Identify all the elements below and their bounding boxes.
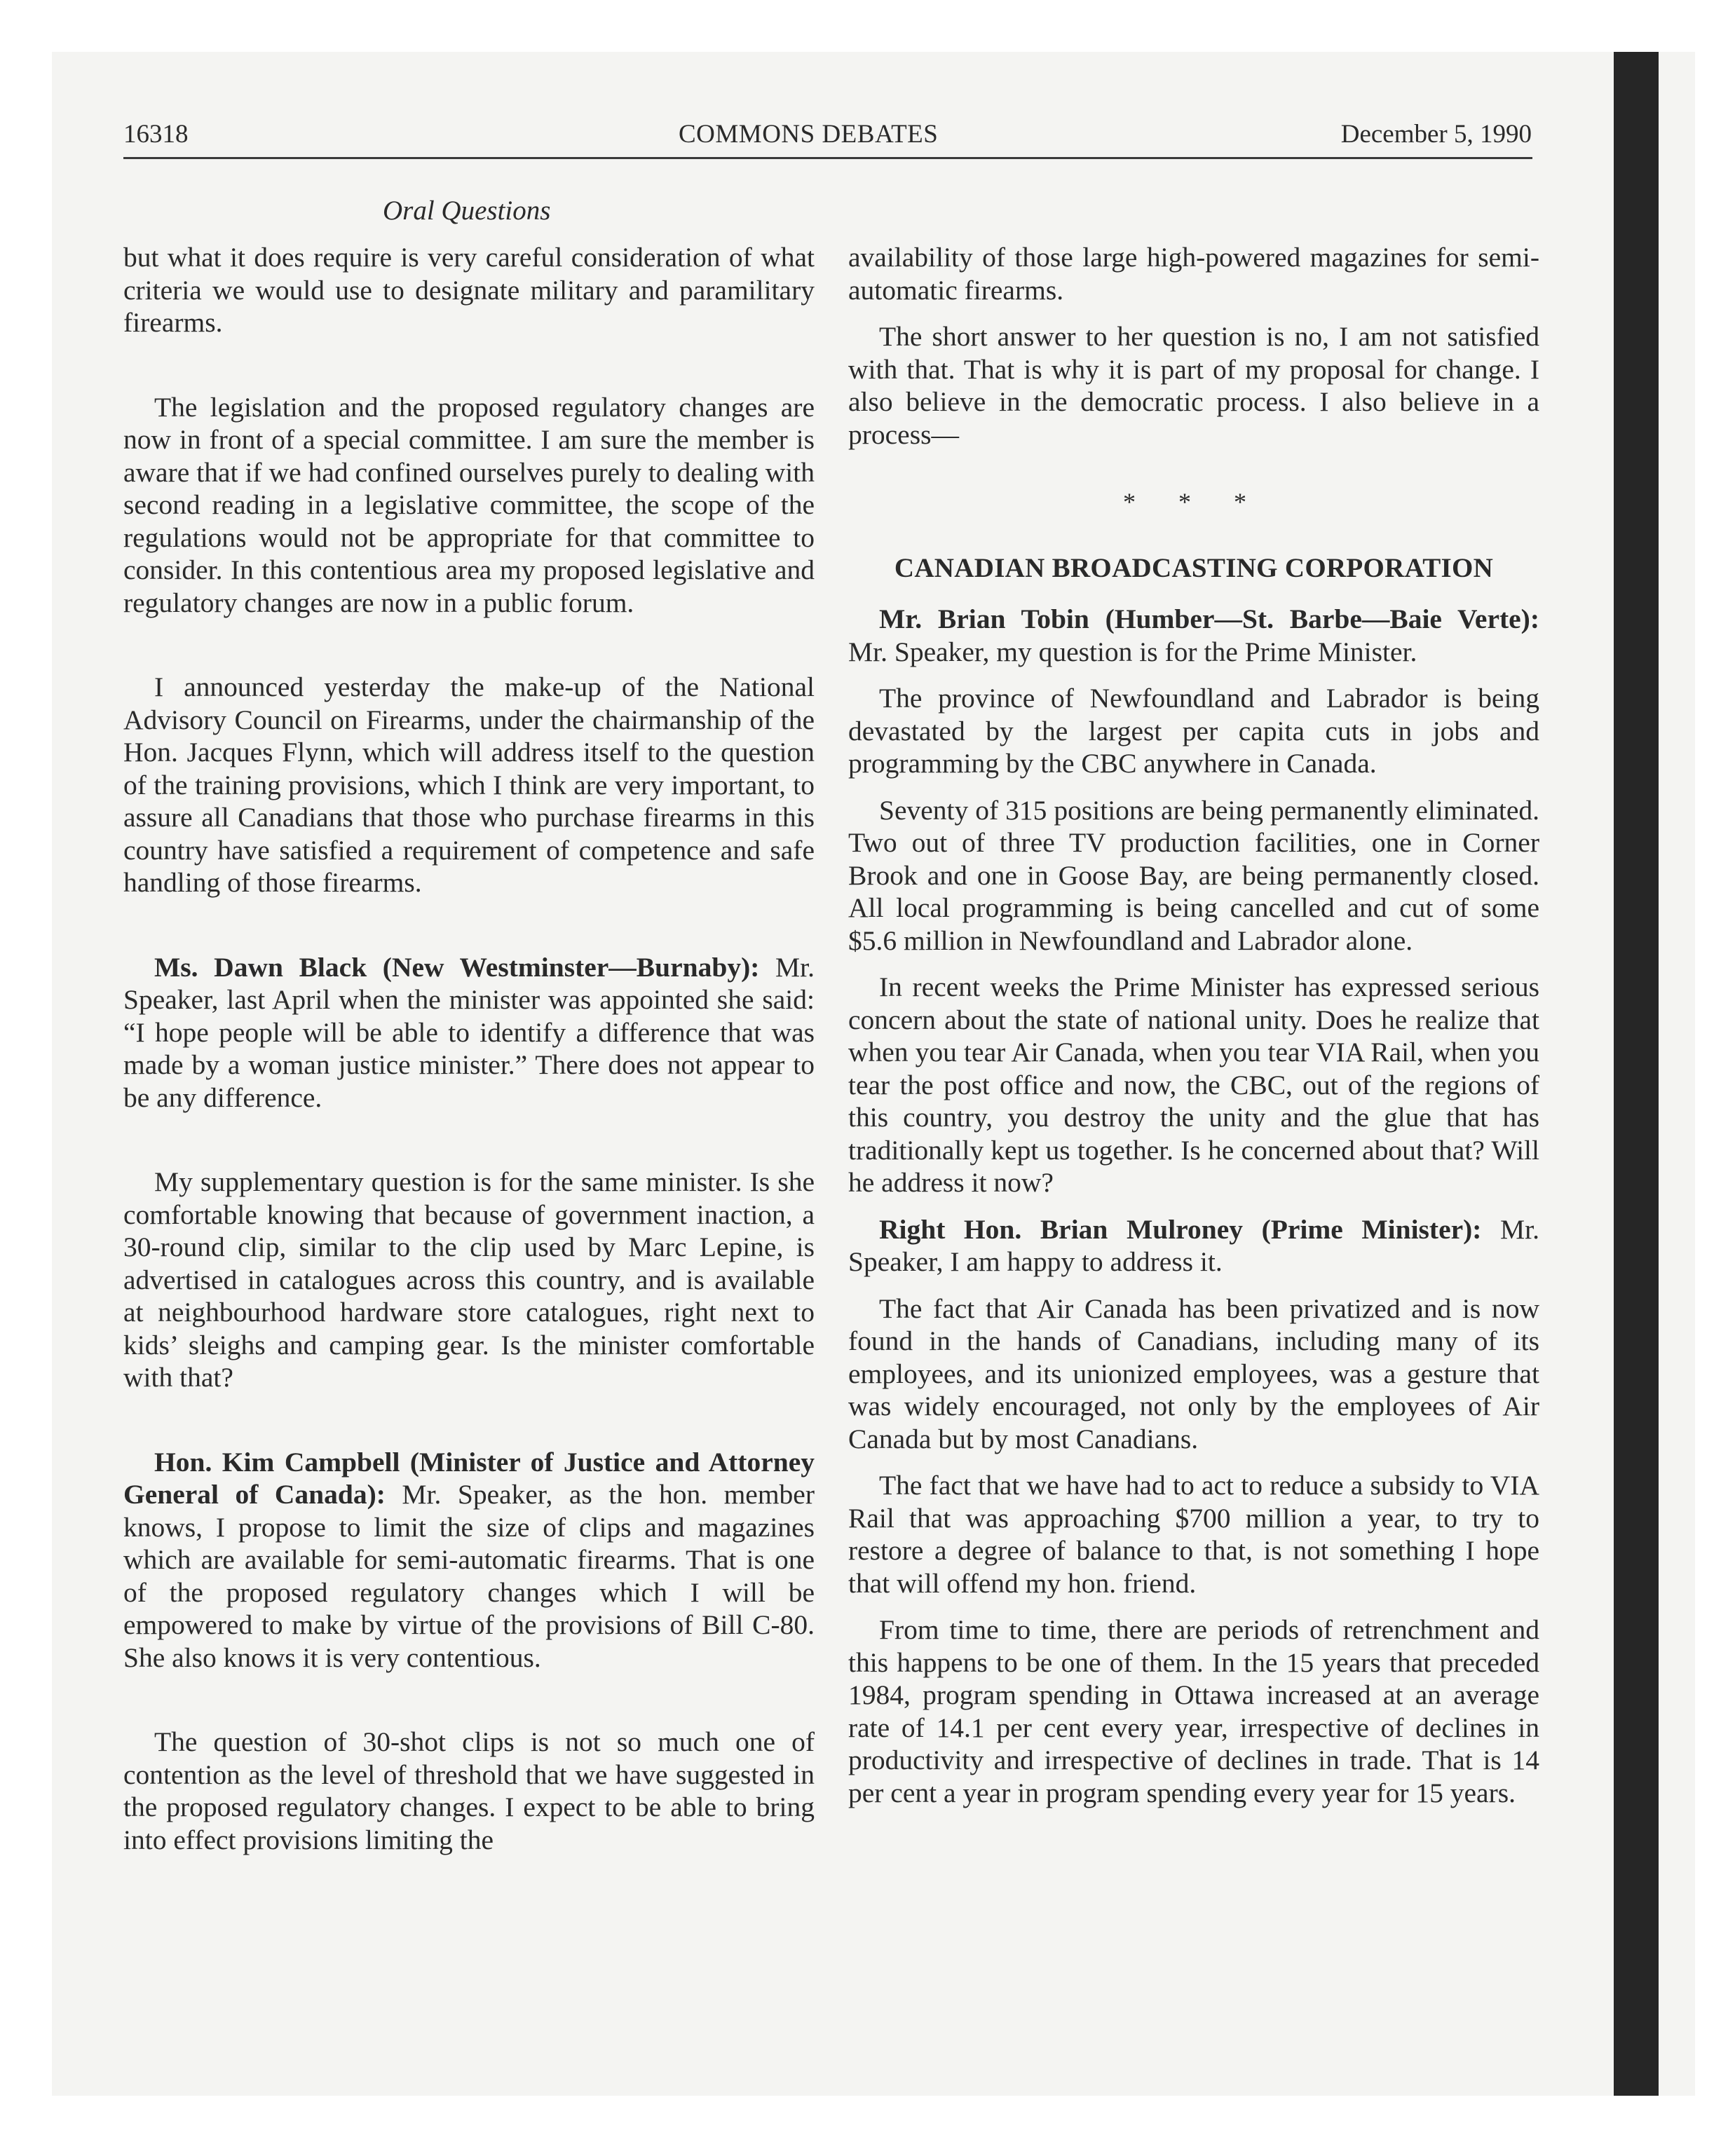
page-date: December 5, 1990 bbox=[1340, 120, 1532, 149]
speaker-paragraph bbox=[123, 951, 815, 1114]
paragraph: I announced yesterday the make-up of the National Advisory Council on Firearms, under the chairmanship of the Hon. Jacques Flynn, which will address itself to the question of the training provisions, which I think are very important, to assure all Canadians that those who purchase firearms in this country have satisfied a requirement of competence and safe handling of those firearms. bbox=[123, 671, 815, 898]
publication-title: COMMONS DEBATES bbox=[679, 120, 939, 149]
paragraph: The province of Newfoundland and Labrador is being devastated by the largest per capita cuts in jobs and programming by the CBC anywhere in Canada. bbox=[848, 683, 1539, 779]
speech-text: Mr. Speaker, my question is for the Prime Minister. bbox=[848, 636, 1417, 667]
topic-heading: CANADIAN BROADCASTING CORPORATION bbox=[894, 552, 1494, 583]
paragraph: The question of 30-shot clips is not so much one of contention as the level of threshold that we have suggested in the proposed regulatory changes. I expect to be able to bring into effect provisions limiting the bbox=[123, 1726, 815, 1855]
speaker-paragraph bbox=[848, 603, 1539, 668]
header-rule bbox=[123, 157, 1532, 159]
left-column bbox=[123, 241, 815, 1908]
paragraph: My supplementary question is for the same minister. Is she comfortable knowing that because of government inaction, a 30-round clip, similar to the clip used by Marc Lepine, is advertised in catalogues across this country, and is available at neighbourhood hardware store catalogues, right next to kids’ sleighs and camping gear. Is the minister comfortable with that? bbox=[123, 1166, 815, 1393]
speaker-name: Hon. Kim Campbell (Minister of Justice and Attorney General of Canada): bbox=[123, 1446, 815, 1510]
paragraph: availability of those large high-powered magazines for semi-automatic firearms. bbox=[848, 242, 1539, 306]
scan-edge-shadow bbox=[1614, 52, 1659, 2096]
paragraph: The fact that Air Canada has been privatized and is now found in the hands of Canadians, including many of its employees, and its unionized employees, was a gesture that was widely encouraged, not only by the employees of Air Canada but by most Canadians. bbox=[848, 1292, 1539, 1454]
section-separator: * * * bbox=[1123, 488, 1265, 516]
paragraph: Seventy of 315 positions are being permanently eliminated. Two out of three TV production facilities, one in Corner Brook and one in Goose Bay, are being permanently closed. All local programming is being cancelled and cut of some $5.6 million in Newfoundland and Labrador alone. bbox=[848, 794, 1539, 956]
right-column bbox=[848, 241, 1539, 1823]
speaker-name: Ms. Dawn Black (New Westminster—Burnaby): bbox=[154, 951, 760, 983]
paragraph: The fact that we have had to act to reduce a subsidy to VIA Rail that was approaching $700 million a year, to try to restore a degree of balance to that, is not something I hope that will offend my hon. friend. bbox=[848, 1470, 1539, 1599]
speaker-name: Mr. Brian Tobin (Humber—St. Barbe—Baie Verte): bbox=[879, 603, 1539, 634]
paragraph: In recent weeks the Prime Minister has expressed serious concern about the state of national unity. Does he realize that when you tear Air Canada, when you tear VIA Rail, when you tear the post office and now, the CBC, out of the regions of this country, you destroy the unity and the glue that has traditionally kept us together. Is he concerned about that? Will he address it now? bbox=[848, 971, 1539, 1198]
section-title: Oral Questions bbox=[383, 196, 551, 226]
speech-text: Mr. Speaker, I am happy to address it. bbox=[848, 1213, 1539, 1277]
paragraph: The short answer to her question is no, I am not satisfied with that. That is why it is part of my proposal for change. I also believe in the democratic process. I also believe in a process— bbox=[848, 321, 1539, 450]
paragraph: but what it does require is very careful consideration of what criteria we would use to designate military and paramilitary firearms. bbox=[123, 242, 815, 338]
speech-text: Mr. Speaker, last April when the minister was appointed she said: “I hope people will be able to identify a difference that was made by a woman justice minister.” There does not appear to be any difference. bbox=[123, 951, 815, 1113]
speaker-paragraph bbox=[123, 1446, 815, 1674]
speaker-paragraph bbox=[848, 1213, 1539, 1278]
paragraph: From time to time, there are periods of retrenchment and this happens to be one of them. In the 15 years that preceded 1984, program spending in Ottawa increased at an average rate of 14.1 per cent every year, irrespective of declines in productivity and irrespective of declines in trade. That is 14 per cent a year in program spending every year for 15 years. bbox=[848, 1614, 1539, 1808]
page-number: 16318 bbox=[123, 120, 189, 149]
speech-text: Mr. Speaker, as the hon. member knows, I propose to limit the size of clips and magazines which are available for semi-automatic firearms. That is one of the proposed regulatory changes which I will be empowered to make by virtue of the provisions of Bill C-80. She also knows it is very contentious. bbox=[123, 1479, 815, 1673]
speaker-name: Right Hon. Brian Mulroney (Prime Minister): bbox=[879, 1213, 1482, 1245]
paragraph: The legislation and the proposed regulatory changes are now in front of a special committee. I am sure the member is aware that if we had confined ourselves purely to dealing with second reading in a legislative committee, the scope of the regulations would not be appropriate for that committee to consider. In this contentious area my proposed legislative and regulatory changes are now in a public forum. bbox=[123, 391, 815, 618]
